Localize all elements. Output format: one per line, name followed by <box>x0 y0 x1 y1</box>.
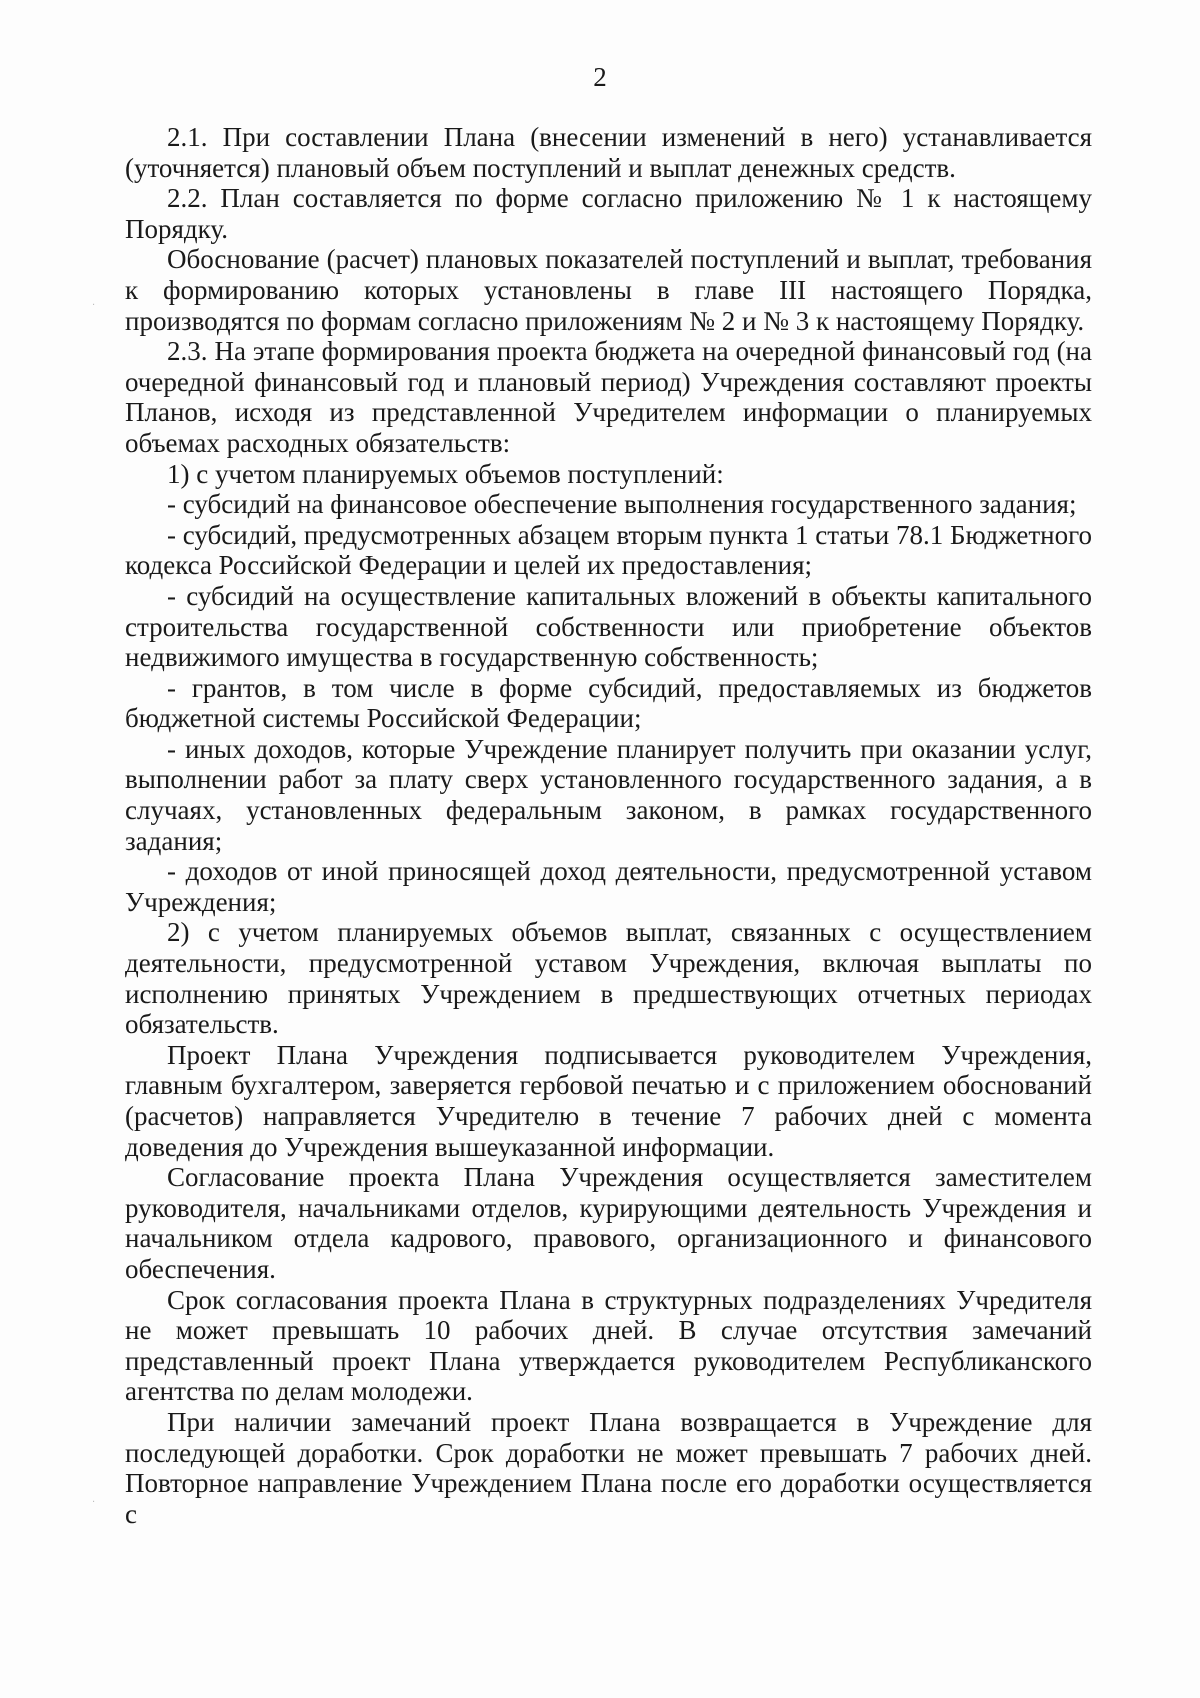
paragraph-2-3: 2.3. На этапе формирования проекта бюджета на очередной финансовый год (на очередной финансовый год и плановый период) Учреждения составляют проекты Планов, исходя из представленной Учредителем информации о планируемых объемах расходных обязательств: <box>125 336 1092 458</box>
paragraph-justification: Обоснование (расчет) плановых показателей поступлений и выплат, требования к формированию которых установлены в главе III настоящего Порядка, производятся по формам согласно приложениям № 2 и № 3 к настоящему Порядку. <box>125 244 1092 336</box>
list-item-grants: - грантов, в том числе в форме субсидий, предоставляемых из бюджетов бюджетной системы Российской Федерации; <box>125 672 1092 734</box>
document-body <box>125 122 1092 1529</box>
list-item-business-income: - доходов от иной приносящей доход деятельности, предусмотренной уставом Учреждения; <box>125 856 1092 917</box>
scan-speck: · <box>92 1497 96 1508</box>
paragraph-2-1: 2.1. При составлении Плана (внесении изменений в него) устанавливается (уточняется) плановый объем поступлений и выплат денежных средств. <box>125 122 1092 183</box>
list-item-income-heading: 1) с учетом планируемых объемов поступлений: <box>167 458 724 489</box>
paragraph-approval-term: Срок согласования проекта Плана в структурных подразделениях Учредителя не может превышать 10 рабочих дней. В случае отсутствия замечаний представленный проект Плана утверждается руководителем Республиканского агентства по делам молодежи. <box>125 1284 1092 1407</box>
paragraph-approval: Согласование проекта Плана Учреждения осуществляется заместителем руководителя, начальниками отделов, курирующими деятельность Учреждения и начальником отдела кадрового, правового, организационного и финансового обеспечения. <box>125 1162 1092 1284</box>
list-item-subsidy-state-task: - субсидий на финансовое обеспечение выполнения государственного задания; <box>167 489 1077 520</box>
paragraph-2-2: 2.2. План составляется по форме согласно приложению № 1 к настоящему Порядку. <box>125 183 1092 244</box>
page-number: 2 <box>593 62 607 92</box>
paragraph-signing: Проект Плана Учреждения подписывается руководителем Учреждения, главным бухгалтером, заверяется гербовой печатью и с приложением обоснований (расчетов) направляется Учредителю в течение 7 рабочих дней с момента доведения до Учреждения вышеуказанной информации. <box>125 1039 1092 1162</box>
list-item-payments: 2) с учетом планируемых объемов выплат, связанных с осуществлением деятельности, предусмотренной уставом Учреждения, включая выплаты по исполнению принятых Учреждением в предшествующих отчетных периодах обязательств. <box>125 917 1092 1040</box>
scan-speck: · <box>92 300 96 311</box>
paragraph-remarks: При наличии замечаний проект Плана возвращается в Учреждение для последующей доработки. Срок доработки не может превышать 7 рабочих дней. Повторное направление Учреждением Плана после его доработки осуществляется с <box>125 1406 1092 1529</box>
list-item-subsidy-article-78: - субсидий, предусмотренных абзацем вторым пункта 1 статьи 78.1 Бюджетного кодекса Российской Федерации и целей их предоставления; <box>125 519 1092 581</box>
list-item-subsidy-capital: - субсидий на осуществление капитальных вложений в объекты капитального строительства государственной собственности или приобретение объектов недвижимого имущества в государственную собственность; <box>125 580 1092 673</box>
list-item-other-income: - иных доходов, которые Учреждение планирует получить при оказании услуг, выполнении работ за плату сверх установленного государственного задания, а в случаях, установленных федеральным законом, в рамках государственного задания; <box>125 733 1092 856</box>
